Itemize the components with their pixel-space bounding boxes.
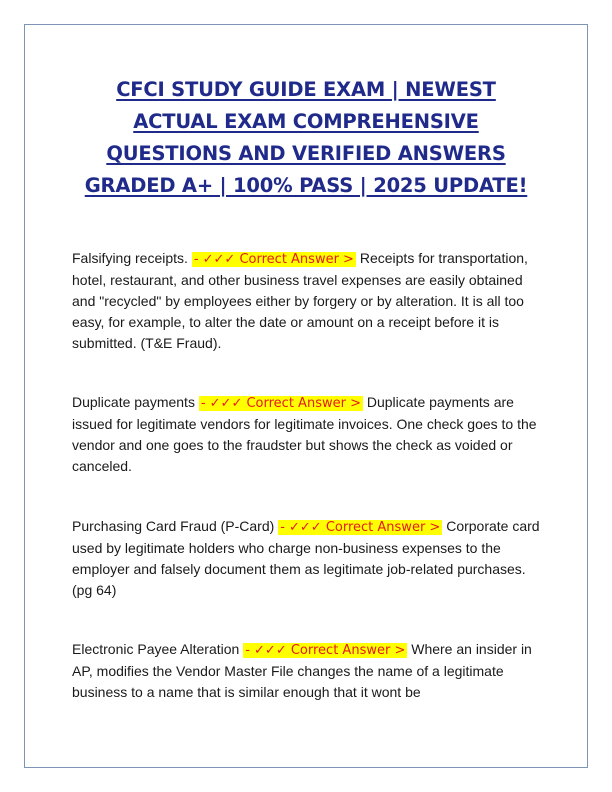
- answer-text: Corporate card used by legitimate holders who charge non-business expenses to the employer and falsely document them as legitimate job-related purchases. (pg 64): [72, 518, 540, 598]
- title-line-2: ACTUAL EXAM COMPREHENSIVE: [133, 110, 479, 133]
- answer-text: Duplicate payments are issued for legitimate vendors for legitimate invoices. One check goes to the vendor and one goes to the fraudster but shows the check as voided or canceled.: [72, 394, 537, 474]
- question-text: Electronic Payee Alteration: [72, 641, 240, 657]
- answer-text: Where an insider in AP, modifies the Vendor Master File changes the name of a legitimate business to a name that is similar enough that it wont be: [72, 641, 532, 700]
- question-text: Falsifying receipts.: [72, 250, 188, 266]
- qa-item-falsifying-receipts: [72, 248, 542, 354]
- qa-item-purchasing-card-fraud: [72, 516, 542, 601]
- correct-answer-tag: - ✓✓✓ Correct Answer >: [280, 520, 441, 535]
- question-text: Duplicate payments: [72, 394, 195, 410]
- title-line-4: GRADED A+ | 100% PASS | 2025 UPDATE!: [84, 174, 528, 197]
- title-line-1: CFCI STUDY GUIDE EXAM | NEWEST: [116, 78, 496, 101]
- answer-text: Receipts for transportation, hotel, restaurant, and other business travel expenses are easily obtained and "recycled" by employees either by forgery or by alteration. It is all too easy, for example, to alter the date or amount on a receipt before it is submitted. (T&E Fraud).: [72, 250, 528, 351]
- correct-answer-tag: - ✓✓✓ Correct Answer >: [193, 252, 354, 267]
- correct-answer-tag: - ✓✓✓ Correct Answer >: [245, 643, 406, 658]
- qa-item-electronic-payee-alteration: [72, 639, 542, 703]
- document-title: [40, 74, 572, 202]
- qa-item-duplicate-payments: [72, 392, 542, 477]
- correct-answer-tag: - ✓✓✓ Correct Answer >: [200, 396, 361, 411]
- question-text: Purchasing Card Fraud (P-Card): [72, 518, 275, 534]
- title-line-3: QUESTIONS AND VERIFIED ANSWERS: [106, 142, 506, 165]
